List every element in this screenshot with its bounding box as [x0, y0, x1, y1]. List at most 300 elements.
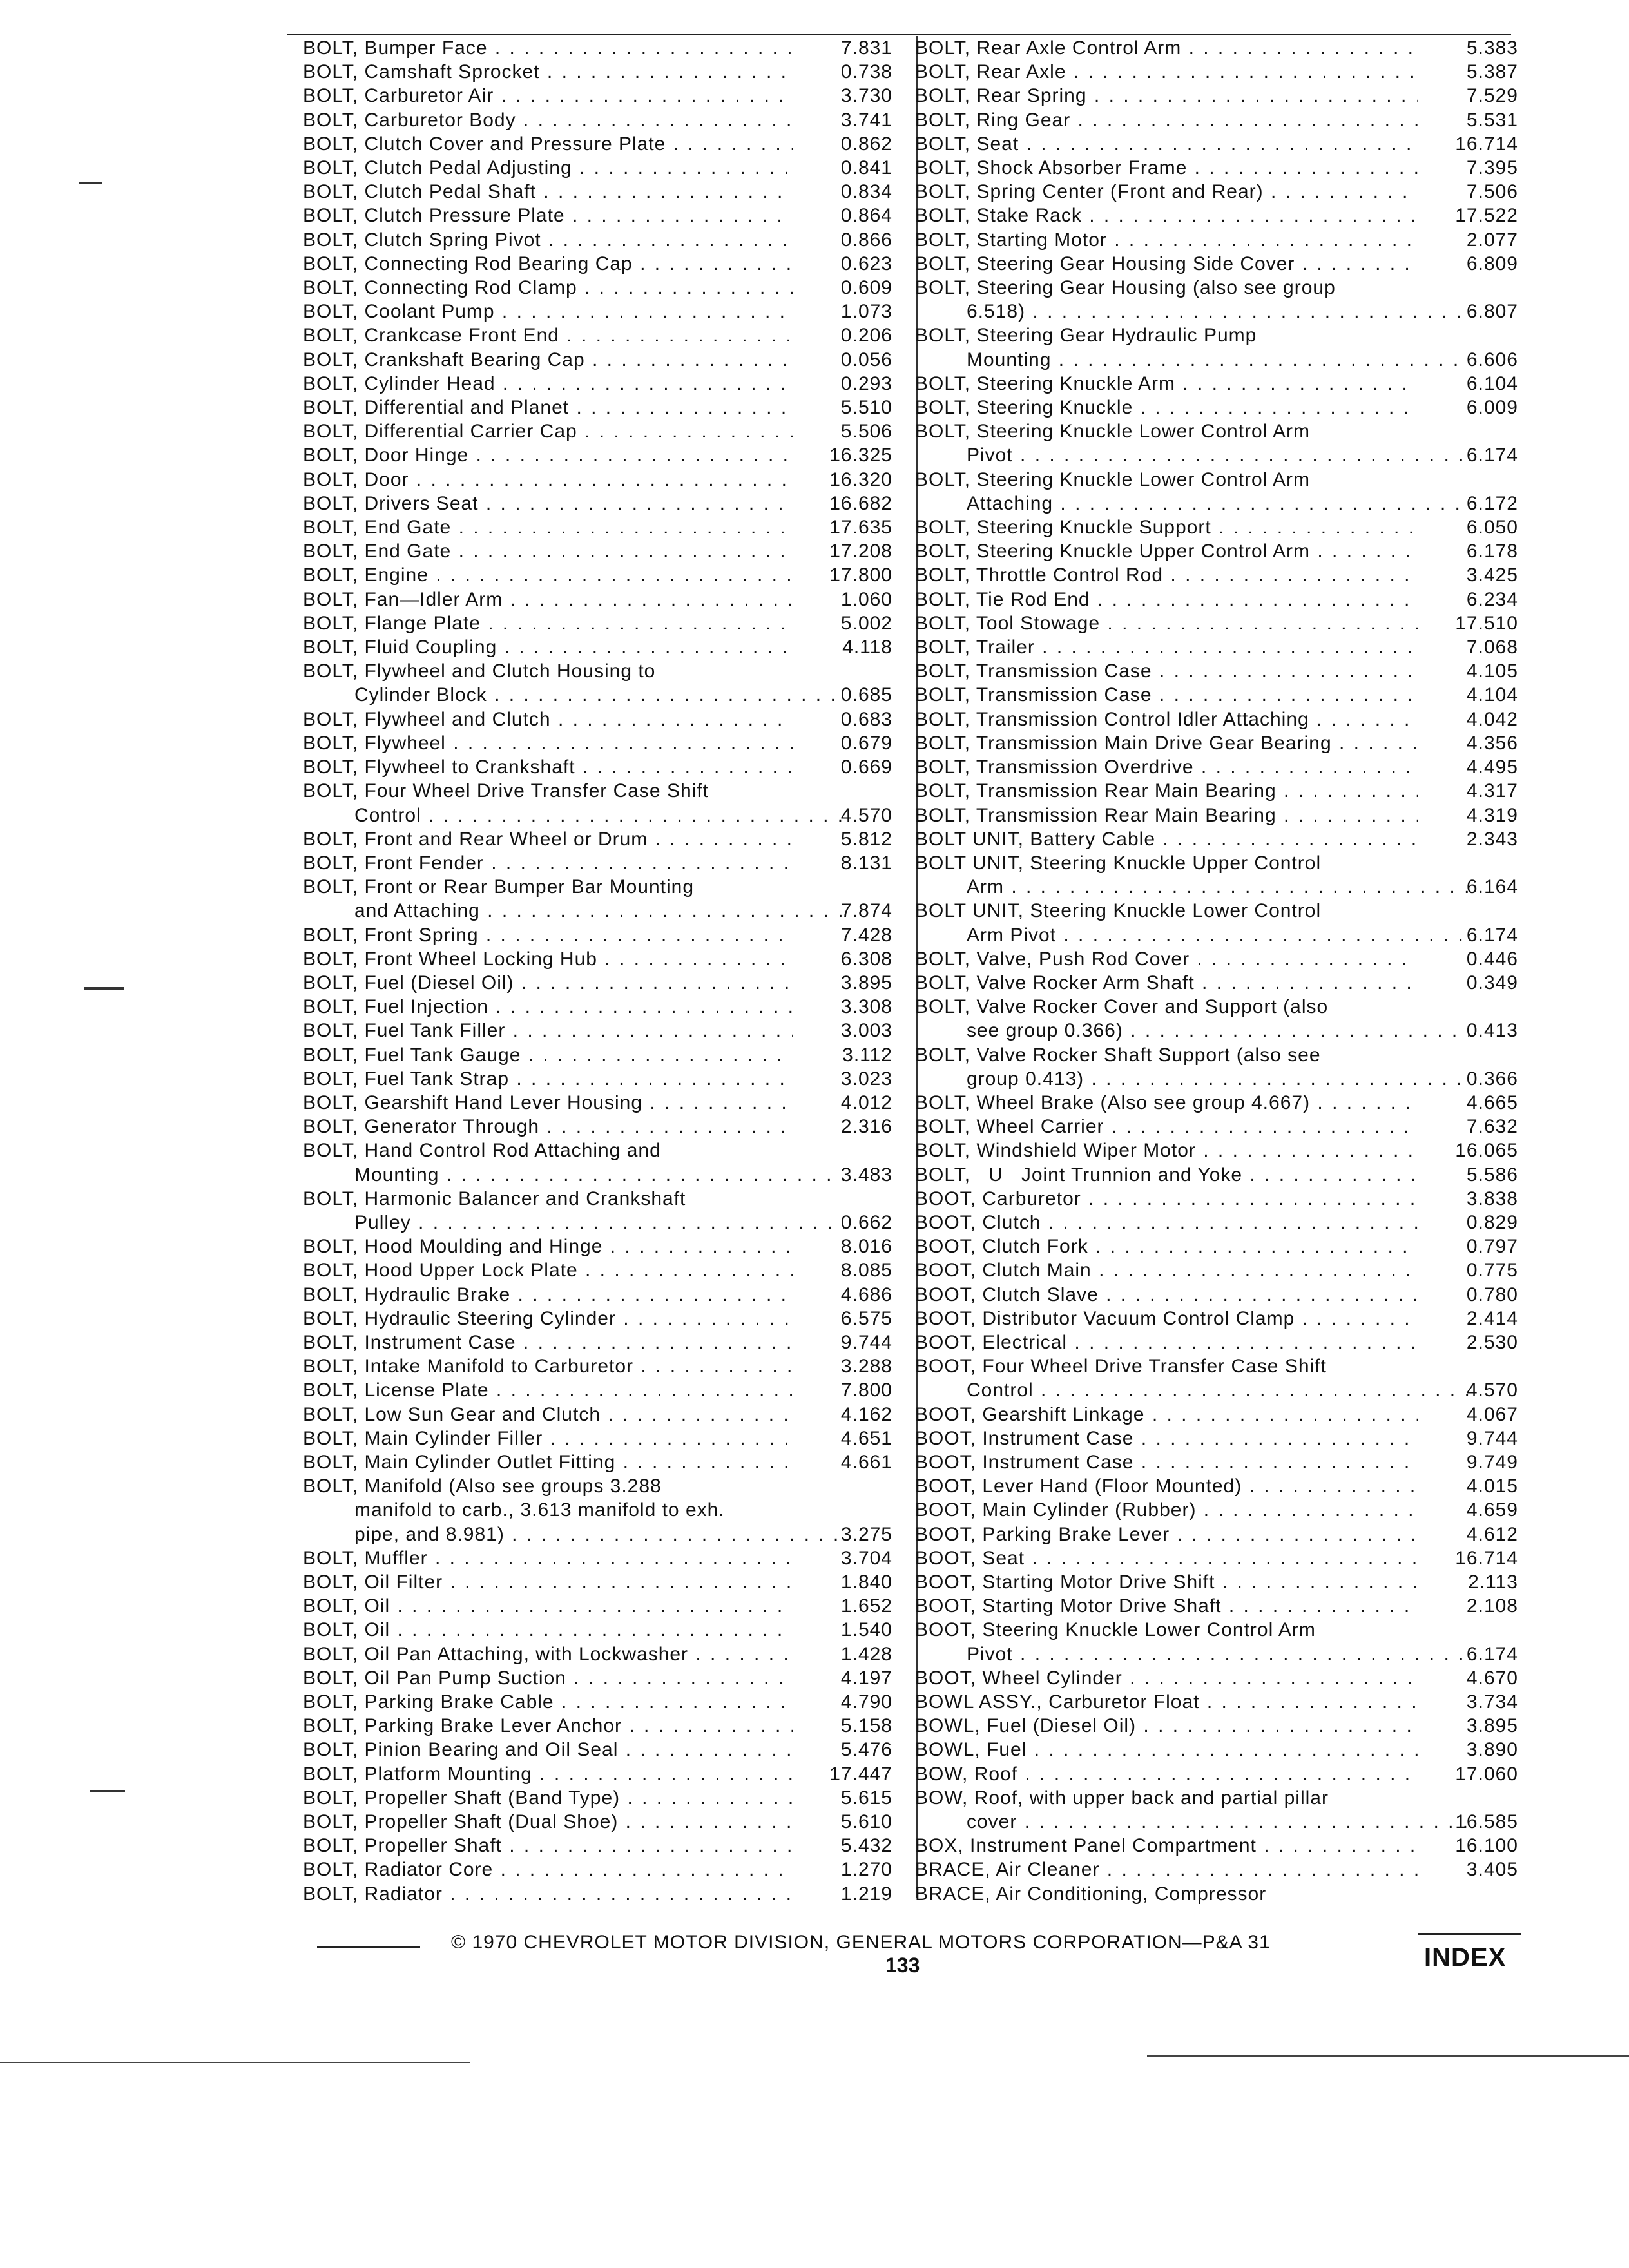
- index-entry: [303, 659, 892, 683]
- index-entry: [303, 1211, 892, 1235]
- entry-name: BOOT, Gearshift Linkage . . .: [915, 1404, 1418, 1425]
- entry-name: BOOT, Distributor Vacuum Control Clamp . . .: [915, 1308, 1418, 1329]
- entry-name: BOLT, Intake Manifold to Carburetor . . .: [303, 1356, 793, 1377]
- entry-group-number: 2.113: [1468, 1571, 1518, 1593]
- entry-name: BOLT, Carburetor Air . . .: [303, 85, 793, 106]
- entry-name: BOLT, Hand Control Rod Attaching and: [303, 1140, 661, 1162]
- entry-name: Arm . . .: [967, 876, 1469, 898]
- entry-group-number: 16.320: [829, 468, 892, 490]
- entry-group-number: 2.077: [1466, 229, 1518, 251]
- entry-name: BOLT, Steering Gear Housing (also see group: [915, 277, 1336, 299]
- entry-group-number: 6.172: [1466, 492, 1518, 514]
- index-entry: [915, 707, 1518, 731]
- entry-name: Control . . .: [354, 805, 844, 826]
- index-entry: [303, 1307, 892, 1331]
- entry-name: BOWL ASSY., Carburetor Float . . .: [915, 1691, 1418, 1713]
- entry-name: BOLT, Transmission Case . . .: [915, 684, 1418, 706]
- index-entry: [915, 419, 1518, 443]
- entry-name: BOLT, Door Hinge . . .: [303, 445, 793, 466]
- entry-name: BOLT, Fuel Tank Strap . . .: [303, 1068, 793, 1090]
- entry-group-number: 4.570: [840, 804, 892, 826]
- index-entry: [915, 1570, 1518, 1594]
- entry-group-number: 0.780: [1466, 1283, 1518, 1305]
- entry-group-number: 4.067: [1466, 1403, 1518, 1425]
- entry-group-number: 5.476: [840, 1739, 892, 1761]
- entry-name: BOLT, Transmission Control Idler Attaching . . .: [915, 709, 1418, 730]
- entry-name: BOLT, Manifold (Also see groups 3.288: [303, 1475, 662, 1497]
- index-entry: [915, 1235, 1518, 1258]
- entry-group-number: 7.428: [840, 924, 892, 946]
- index-entry: [915, 1283, 1518, 1307]
- entry-group-number: 3.405: [1466, 1859, 1518, 1881]
- index-entry: [915, 611, 1518, 635]
- index-entry: [915, 659, 1518, 683]
- index-entry: [915, 492, 1518, 515]
- entry-name: BOLT, Parking Brake Lever Anchor . . .: [303, 1715, 793, 1736]
- index-entry: [915, 228, 1518, 252]
- entry-name: BOLT, Main Cylinder Outlet Fitting . . .: [303, 1452, 793, 1473]
- index-entry: [915, 252, 1518, 276]
- entry-name: BOLT, Ring Gear . . .: [915, 110, 1418, 131]
- entry-group-number: 1.840: [840, 1571, 892, 1593]
- entry-group-number: 3.003: [840, 1020, 892, 1042]
- entry-name: BOLT, Tool Stowage . . .: [915, 613, 1418, 634]
- entry-name: BOOT, Steering Knuckle Lower Control Arm: [915, 1619, 1316, 1641]
- entry-name: BOLT, Propeller Shaft (Dual Shoe) . . .: [303, 1811, 793, 1832]
- index-entry: [303, 372, 892, 396]
- index-entry: [303, 204, 892, 227]
- index-entry: [303, 539, 892, 563]
- index-entry: [915, 323, 1518, 347]
- index-entry: [915, 84, 1518, 108]
- index-entry: [303, 60, 892, 84]
- index-entry: [303, 1690, 892, 1714]
- index-entry: [915, 1714, 1518, 1738]
- index-entry: [303, 1403, 892, 1427]
- entry-group-number: 6.164: [1466, 876, 1518, 898]
- entry-name: BOOT, Instrument Case . . .: [915, 1452, 1418, 1473]
- entry-group-number: 4.790: [840, 1691, 892, 1713]
- top-rule: [287, 34, 1511, 35]
- entry-name: BOLT, Transmission Rear Main Bearing . . .: [915, 805, 1418, 826]
- entry-group-number: 0.669: [840, 756, 892, 778]
- entry-name: BOLT, Fuel Tank Gauge . . .: [303, 1044, 793, 1066]
- index-entry: [915, 276, 1518, 300]
- index-entry: [915, 1450, 1518, 1474]
- entry-group-number: 4.670: [1466, 1667, 1518, 1689]
- entry-name: BOLT, U Joint Trunnion and Yoke . . .: [915, 1164, 1418, 1186]
- entry-name: BOLT, Trailer . . .: [915, 637, 1418, 658]
- index-column-right: [915, 36, 1518, 1906]
- entry-group-number: 7.831: [840, 37, 892, 59]
- entry-group-number: 6.104: [1466, 372, 1518, 394]
- entry-group-number: 16.585: [1455, 1811, 1518, 1833]
- entry-group-number: 6.308: [840, 948, 892, 970]
- entry-name: BOLT, Parking Brake Cable . . .: [303, 1691, 793, 1713]
- entry-group-number: 0.366: [1466, 1068, 1518, 1090]
- entry-name: Arm Pivot . . .: [967, 925, 1469, 946]
- entry-name: BOLT, Tie Rod End . . .: [915, 589, 1418, 610]
- entry-name: BOOT, Four Wheel Drive Transfer Case Shift: [915, 1356, 1327, 1378]
- entry-group-number: 5.506: [840, 421, 892, 443]
- index-entry: [915, 635, 1518, 659]
- entry-name: 6.518) . . .: [967, 301, 1469, 322]
- entry-name: group 0.413) . . .: [967, 1068, 1469, 1090]
- entry-group-number: 3.483: [840, 1164, 892, 1186]
- entry-name: BOLT, Clutch Pedal Shaft . . .: [303, 181, 793, 202]
- entry-name: BOLT, Spring Center (Front and Rear) . . .: [915, 181, 1418, 202]
- entry-group-number: 8.131: [840, 852, 892, 874]
- index-entry: [303, 995, 892, 1019]
- index-entry: [303, 252, 892, 276]
- index-entry: [303, 1666, 892, 1690]
- index-entry: [915, 108, 1518, 132]
- index-entry: [915, 755, 1518, 779]
- entry-name: BOLT, Front and Rear Wheel or Drum . . .: [303, 829, 793, 850]
- index-entry: [915, 1307, 1518, 1331]
- index-entry: [915, 947, 1518, 971]
- entry-group-number: 16.714: [1455, 1547, 1518, 1569]
- entry-name: manifold to carb., 3.613 manifold to exh.: [354, 1499, 725, 1521]
- index-entry: [303, 180, 892, 204]
- entry-group-number: 5.387: [1466, 61, 1518, 83]
- entry-name: BOLT, Cylinder Head . . .: [303, 373, 793, 394]
- index-entry: [303, 1427, 892, 1450]
- entry-group-number: 7.632: [1466, 1116, 1518, 1138]
- index-entry: [915, 443, 1518, 467]
- entry-group-number: 0.834: [840, 181, 892, 203]
- entry-group-number: 5.432: [840, 1835, 892, 1857]
- entry-name: BOLT, License Plate . . .: [303, 1379, 793, 1401]
- index-entry: [303, 1810, 892, 1834]
- entry-name: BOLT, Oil Pan Pump Suction . . .: [303, 1667, 793, 1689]
- entry-name: BOLT, Clutch Spring Pivot . . .: [303, 229, 793, 251]
- index-entry: [303, 1786, 892, 1810]
- entry-name: BOLT, Steering Knuckle Lower Control Arm: [915, 421, 1311, 443]
- entry-name: Pulley . . .: [354, 1212, 844, 1233]
- entry-group-number: 0.866: [840, 229, 892, 251]
- entry-name: BOLT UNIT, Steering Knuckle Lower Control: [915, 900, 1322, 922]
- index-entry: [915, 396, 1518, 419]
- entry-group-number: 1.219: [840, 1883, 892, 1905]
- entry-group-number: 1.073: [840, 301, 892, 323]
- index-entry: [915, 588, 1518, 611]
- index-entry: [915, 1594, 1518, 1618]
- index-entry: [915, 1810, 1518, 1834]
- entry-group-number: 6.575: [840, 1307, 892, 1329]
- entry-name: BOLT, Fuel Tank Filler . . .: [303, 1020, 793, 1041]
- entry-name: BOLT, Windshield Wiper Motor . . .: [915, 1140, 1418, 1161]
- entry-name: BOLT, Transmission Overdrive . . .: [915, 756, 1418, 778]
- index-entry: [303, 1091, 892, 1115]
- entry-name: BOLT, Propeller Shaft (Band Type) . . .: [303, 1787, 793, 1809]
- index-entry: [915, 1043, 1518, 1067]
- entry-name: BOOT, Carburetor . . .: [915, 1188, 1418, 1209]
- index-entry: [915, 1618, 1518, 1642]
- index-entry: [915, 827, 1518, 851]
- index-entry: [915, 515, 1518, 539]
- entry-name: BOLT, Oil Filter . . .: [303, 1571, 793, 1593]
- index-entry: [303, 1354, 892, 1378]
- entry-group-number: 4.319: [1466, 804, 1518, 826]
- entry-name: BOLT, Steering Knuckle Arm . . .: [915, 373, 1418, 394]
- margin-mark: [84, 987, 124, 990]
- index-entry: [303, 1570, 892, 1594]
- entry-group-number: 16.100: [1455, 1835, 1518, 1857]
- entry-group-number: 2.316: [840, 1116, 892, 1138]
- entry-group-number: 0.662: [840, 1211, 892, 1233]
- index-entry: [303, 419, 892, 443]
- entry-name: BOLT, Main Cylinder Filler . . .: [303, 1428, 793, 1449]
- index-entry: [303, 563, 892, 587]
- entry-group-number: 4.118: [842, 637, 892, 658]
- entry-group-number: 16.714: [1455, 133, 1518, 155]
- index-entry: [915, 1642, 1518, 1666]
- entry-name: pipe, and 8.981) . . .: [354, 1524, 844, 1545]
- index-entry: [303, 1882, 892, 1906]
- entry-name: BOLT, Stake Rack . . .: [915, 205, 1418, 226]
- entry-group-number: 6.807: [1466, 301, 1518, 323]
- index-entry: [915, 995, 1518, 1019]
- entry-name: BOLT, Crankshaft Bearing Cap . . .: [303, 349, 793, 370]
- entry-name: BOLT, Wheel Brake (Also see group 4.667) . . .: [915, 1092, 1418, 1113]
- entry-name: BOLT, Oil Pan Attaching, with Lockwasher . . .: [303, 1644, 793, 1665]
- entry-name: BOLT, Instrument Case . . .: [303, 1332, 793, 1353]
- entry-name: Attaching . . .: [967, 493, 1469, 514]
- index-entry: [915, 899, 1518, 923]
- entry-name: BOOT, Clutch Main . . .: [915, 1260, 1418, 1281]
- entry-group-number: 16.325: [829, 445, 892, 466]
- copyright-notice: © 1970 CHEVROLET MOTOR DIVISION, GENERAL MOTORS CORPORATION—P&A 31: [451, 1932, 1271, 1953]
- margin-mark: [79, 182, 102, 184]
- index-entry: [303, 1523, 892, 1546]
- index-entry: [303, 851, 892, 875]
- entry-name: BOLT, Flywheel and Clutch . . .: [303, 709, 793, 730]
- entry-group-number: 0.349: [1466, 972, 1518, 994]
- index-entry: [915, 1115, 1518, 1139]
- entry-group-number: 4.162: [840, 1403, 892, 1425]
- entry-name: BOLT, Valve Rocker Shaft Support (also see: [915, 1044, 1321, 1066]
- index-entry: [303, 731, 892, 755]
- entry-group-number: 4.570: [1466, 1379, 1518, 1401]
- entry-name: Control . . .: [967, 1379, 1469, 1401]
- entry-group-number: 1.060: [840, 588, 892, 610]
- index-entry: [303, 492, 892, 515]
- entry-name: BOW, Roof, with upper back and partial pillar: [915, 1787, 1329, 1809]
- index-entry: [303, 1067, 892, 1091]
- index-entry: [915, 1139, 1518, 1162]
- entry-group-number: 2.530: [1466, 1331, 1518, 1353]
- entry-name: BOLT, Oil . . .: [303, 1619, 793, 1640]
- scan-edge-line: [0, 2062, 470, 2063]
- entry-name: BOLT, Transmission Case . . .: [915, 660, 1418, 682]
- index-entry: [303, 1331, 892, 1354]
- entry-group-number: 5.812: [840, 828, 892, 850]
- entry-name: BOOT, Starting Motor Drive Shift . . .: [915, 1571, 1418, 1593]
- index-entry: [915, 1786, 1518, 1810]
- entry-name: BOLT, Oil . . .: [303, 1595, 793, 1617]
- index-entry: [303, 1019, 892, 1043]
- index-entry: [303, 228, 892, 252]
- index-entry: [915, 731, 1518, 755]
- entry-name: BOLT, Hydraulic Brake . . .: [303, 1284, 793, 1305]
- entry-group-number: 3.425: [1466, 564, 1518, 586]
- entry-group-number: 6.809: [1466, 253, 1518, 274]
- entry-name: BOLT, Crankcase Front End . . .: [303, 325, 793, 346]
- entry-group-number: 8.016: [840, 1236, 892, 1258]
- entry-name: BOLT, Fan—Idler Arm . . .: [303, 589, 793, 610]
- entry-group-number: 7.874: [840, 900, 892, 922]
- index-entry: [303, 1139, 892, 1162]
- entry-group-number: 17.510: [1455, 612, 1518, 634]
- entry-group-number: 7.529: [1466, 85, 1518, 107]
- entry-name: see group 0.366) . . .: [967, 1020, 1469, 1041]
- entry-group-number: 0.841: [840, 157, 892, 179]
- entry-group-number: 17.447: [829, 1763, 892, 1785]
- entry-name: Mounting . . .: [967, 349, 1469, 370]
- entry-name: Mounting . . .: [354, 1164, 844, 1186]
- entry-name: BOLT, Fluid Coupling . . .: [303, 637, 793, 658]
- index-entry: [303, 1738, 892, 1762]
- entry-group-number: 4.651: [840, 1427, 892, 1449]
- entry-group-number: 4.015: [1466, 1475, 1518, 1497]
- entry-name: BOLT, Carburetor Body . . .: [303, 110, 793, 131]
- index-entry: [303, 827, 892, 851]
- index-entry: [915, 1019, 1518, 1043]
- entry-name: BOLT, Low Sun Gear and Clutch . . .: [303, 1404, 793, 1425]
- entry-group-number: 17.060: [1455, 1763, 1518, 1785]
- entry-name: BOLT, Valve Rocker Cover and Support (also: [915, 996, 1329, 1018]
- entry-name: BOLT, Fuel Injection . . .: [303, 996, 793, 1017]
- entry-group-number: 6.050: [1466, 517, 1518, 539]
- entry-name: BOLT, Harmonic Balancer and Crankshaft: [303, 1187, 686, 1209]
- entry-group-number: 3.730: [840, 85, 892, 107]
- entry-name: BOLT, Drivers Seat . . .: [303, 493, 793, 514]
- entry-group-number: 7.395: [1466, 157, 1518, 179]
- index-entry: [303, 443, 892, 467]
- entry-group-number: 6.009: [1466, 397, 1518, 419]
- entry-group-number: 17.522: [1455, 205, 1518, 227]
- entry-name: BOLT, Front Fender . . .: [303, 852, 793, 874]
- entry-name: Cylinder Block . . .: [354, 684, 844, 706]
- index-entry: [915, 923, 1518, 947]
- index-entry: [915, 539, 1518, 563]
- entry-name: BOOT, Electrical . . .: [915, 1332, 1418, 1353]
- entry-name: BOLT UNIT, Steering Knuckle Upper Control: [915, 852, 1322, 874]
- index-entry: [303, 108, 892, 132]
- entry-group-number: 4.042: [1466, 708, 1518, 730]
- index-entry: [303, 276, 892, 300]
- index-entry: [915, 1858, 1518, 1881]
- entry-name: Pivot . . .: [967, 445, 1469, 466]
- entry-name: BOLT, Door . . .: [303, 469, 793, 490]
- entry-name: BOLT, Rear Axle . . .: [915, 61, 1418, 82]
- entry-group-number: 4.659: [1466, 1499, 1518, 1521]
- entry-group-number: 3.704: [840, 1547, 892, 1569]
- index-entry: [303, 899, 892, 923]
- entry-group-number: 1.428: [840, 1643, 892, 1665]
- index-entry: [303, 947, 892, 971]
- entry-name: BOLT, Muffler . . .: [303, 1548, 793, 1569]
- index-entry: [915, 468, 1518, 492]
- index-entry: [303, 1235, 892, 1258]
- index-entry: [915, 971, 1518, 995]
- entry-group-number: 8.085: [840, 1260, 892, 1282]
- entry-group-number: 3.023: [840, 1068, 892, 1090]
- entry-group-number: 17.208: [829, 541, 892, 562]
- entry-name: BOLT, Camshaft Sprocket . . .: [303, 61, 793, 82]
- entry-name: BOLT, Platform Mounting . . .: [303, 1763, 793, 1785]
- entry-name: BOLT, Flywheel . . .: [303, 733, 793, 754]
- entry-group-number: 6.174: [1466, 1643, 1518, 1665]
- index-entry: [915, 180, 1518, 204]
- entry-group-number: 17.800: [829, 564, 892, 586]
- entry-name: BOLT, Valve Rocker Arm Shaft . . .: [915, 972, 1418, 994]
- entry-group-number: 4.104: [1466, 684, 1518, 706]
- entry-group-number: 7.800: [840, 1379, 892, 1401]
- entry-group-number: 5.615: [840, 1787, 892, 1809]
- entry-name: BOLT, Steering Knuckle Lower Control Arm: [915, 468, 1311, 490]
- index-column-left: [303, 36, 892, 1906]
- entry-name: BOLT, Connecting Rod Bearing Cap . . .: [303, 253, 793, 274]
- index-entry: [915, 1523, 1518, 1546]
- entry-group-number: 0.775: [1466, 1260, 1518, 1282]
- entry-name: BOOT, Wheel Cylinder . . .: [915, 1667, 1418, 1689]
- index-entry: [915, 1067, 1518, 1091]
- entry-name: BOLT, Radiator Core . . .: [303, 1859, 793, 1880]
- index-entry: [303, 1618, 892, 1642]
- entry-group-number: 5.002: [840, 612, 892, 634]
- index-rule: [1418, 1933, 1521, 1935]
- entry-name: BOLT, Throttle Control Rod . . .: [915, 564, 1418, 586]
- entry-group-number: 0.293: [840, 372, 892, 394]
- index-entry: [303, 803, 892, 827]
- entry-group-number: 17.635: [829, 517, 892, 539]
- index-entry: [915, 156, 1518, 180]
- entry-name: BOLT, Coolant Pump . . .: [303, 301, 793, 322]
- entry-name: BOLT, Front Spring . . .: [303, 925, 793, 946]
- entry-name: BOOT, Clutch Slave . . .: [915, 1284, 1418, 1305]
- entry-name: BOLT, Transmission Main Drive Gear Bearing . . .: [915, 733, 1418, 754]
- entry-name: BOOT, Lever Hand (Floor Mounted) . . .: [915, 1475, 1418, 1497]
- index-entry: [303, 707, 892, 731]
- entry-name: BOLT, Steering Knuckle Support . . .: [915, 517, 1418, 538]
- entry-name: BOLT, Steering Gear Housing Side Cover . . .: [915, 253, 1418, 274]
- index-entry: [303, 36, 892, 60]
- index-entry: [915, 1258, 1518, 1282]
- index-entry: [915, 300, 1518, 323]
- entry-group-number: 5.510: [840, 397, 892, 419]
- index-entry: [303, 1762, 892, 1786]
- entry-name: BOLT, Flange Plate . . .: [303, 613, 793, 634]
- entry-group-number: 0.623: [840, 253, 892, 274]
- entry-group-number: 3.275: [840, 1523, 892, 1545]
- entry-name: BOLT, Engine . . .: [303, 564, 793, 586]
- entry-group-number: 3.838: [1466, 1187, 1518, 1209]
- entry-group-number: 2.108: [1466, 1595, 1518, 1617]
- index-entry: [915, 1546, 1518, 1570]
- index-entry: [303, 468, 892, 492]
- entry-group-number: 9.744: [840, 1331, 892, 1353]
- entry-name: BOLT, Valve, Push Rod Cover . . .: [915, 948, 1418, 970]
- entry-name: BOLT, Flywheel and Clutch Housing to: [303, 660, 656, 682]
- index-entry: [303, 84, 892, 108]
- index-entry: [915, 372, 1518, 396]
- entry-name: and Attaching . . .: [354, 900, 844, 921]
- entry-group-number: 6.174: [1466, 924, 1518, 946]
- index-entry: [915, 1354, 1518, 1378]
- entry-group-number: 7.506: [1466, 181, 1518, 203]
